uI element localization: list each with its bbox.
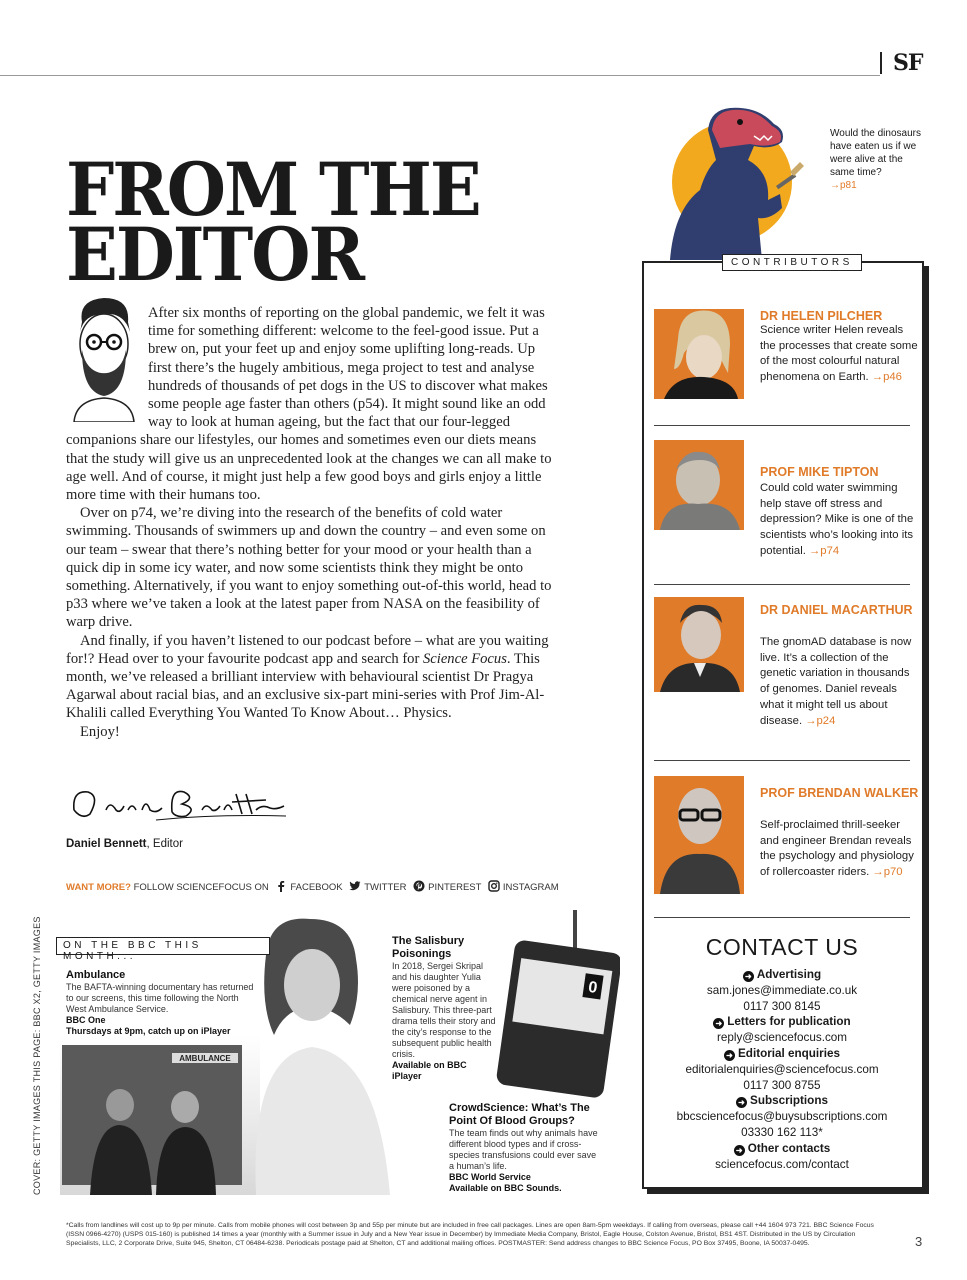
- programme-schedule: Available on BBC Sounds.: [449, 1183, 562, 1193]
- page-number: 3: [915, 1234, 923, 1249]
- contributor-photo: [654, 309, 744, 399]
- contributor-page-ref[interactable]: →p74: [809, 544, 840, 557]
- pinterest-link[interactable]: PINTEREST: [428, 882, 482, 893]
- ambulance-sign: AMBULANCE: [179, 1054, 231, 1063]
- contact-phone[interactable]: 0117 300 8755: [743, 1078, 821, 1092]
- contact-phone[interactable]: 0117 300 8145: [743, 999, 821, 1013]
- contributor-divider: [654, 917, 910, 918]
- contributor-photo: [654, 776, 744, 894]
- contributor-page-ref[interactable]: →p46: [871, 371, 902, 384]
- programme-title: The Salisbury Poisonings: [392, 935, 465, 960]
- contributor-page-ref[interactable]: →p70: [872, 866, 903, 879]
- contact-section: ➜ Subscriptions bbcsciencefocus@buysubscriptions.com 03330 162 113*: [654, 1093, 910, 1140]
- contributor-description: The gnomAD database is now live. It’s a collection of the genetic variation in thousands of genomes. Daniel reveals what it might tell us about disease. →p24: [760, 636, 912, 727]
- editorial-paragraph-4: Enjoy!: [80, 723, 120, 740]
- contact-section: ➜ Advertising sam.jones@immediate.co.uk 0117 300 8145: [654, 967, 910, 1014]
- contact-list: [654, 967, 910, 1172]
- page-title-line-2: EDITOR: [66, 212, 363, 299]
- programme-schedule: Thursdays at 9pm, catch up on iPlayer: [66, 1026, 231, 1036]
- programme-description: In 2018, Sergei Skripal and his daughter Yulia were poisoned by a chemical nerve agent in Salisbury. This three-part drama tells their story and the city’s response to the subsequent public health crisis.: [392, 961, 496, 1059]
- magazine-name: Science Focus: [423, 650, 507, 667]
- dinosaur-teaser-page-ref[interactable]: →p81: [830, 180, 857, 191]
- blood-type-label: 0: [587, 978, 599, 997]
- pinterest-icon[interactable]: [413, 880, 425, 892]
- contributor-page-ref[interactable]: →p24: [805, 714, 836, 727]
- contributor-description: Could cold water swimming help stave off stress and depression? Mike is one of the scientists who’s looking into its potential. →p74: [760, 482, 914, 557]
- bbc-section-heading: ON THE BBC THIS MONTH...: [56, 937, 270, 955]
- contributor-divider: [654, 425, 910, 426]
- editor-signature: [66, 780, 296, 828]
- programme-description: The team finds out why animals have different blood types and if cross-species transfusions could ever save a human’s life.: [449, 1128, 598, 1171]
- contact-section: ➜ Other contacts sciencefocus.com/contact: [654, 1141, 910, 1173]
- contributor-photo: [654, 440, 744, 530]
- editorial-paragraph-2: Over on p74, we’re diving into the research of the benefits of cold water swimming. Thousands of swimmers up and down the country – and even some on our team – swear that there’s nothing better for your mood or your health than a quick dip in some icy water, and now some scientists think they might be onto something. Alternatively, if you want to enjoy something out-of-this world, head to p33 where we’ve taken a look at the latest paper from NASA on the feasibility of warp drive.: [66, 505, 552, 631]
- contact-phone[interactable]: 03330 162 113*: [741, 1125, 823, 1139]
- contributor-name: PROF MIKE TIPTON: [760, 465, 879, 479]
- programme-ambulance: [66, 969, 256, 1037]
- contributors-heading: CONTRIBUTORS: [722, 254, 862, 271]
- programme-channel: BBC World Service: [449, 1172, 531, 1182]
- programme-description: The BAFTA-winning documentary has returned to our screens, this time following the North West Ambulance Service.: [66, 982, 254, 1014]
- contributor-photo: [654, 597, 744, 692]
- contributor-name: DR HELEN PILCHER: [760, 309, 883, 323]
- instagram-link[interactable]: INSTAGRAM: [502, 882, 559, 893]
- brand-name: SCIENCEFOCUS: [176, 882, 252, 893]
- facebook-icon[interactable]: [275, 880, 287, 892]
- contact-email[interactable]: sam.jones@immediate.co.uk: [706, 983, 858, 997]
- contributor-divider: [654, 584, 910, 585]
- dinosaur-teaser[interactable]: [830, 127, 930, 192]
- contributor-name: PROF BRENDAN WALKER: [760, 786, 919, 800]
- editorial-paragraph-3: And finally, if you haven’t listened to our podcast before – what are you waiting for!? Head over to your favourite podcast app and search for Science Focus. This month, we’ve released a brilliant interview with behavioural scientist Dr Pragya Agarwal about racial bias, and an exclusive six-part mini-series with Prof Jim-Al-Khalili called Everything You Wanted To Know About… Physics.: [66, 632, 549, 722]
- page-title-line-1: FROM THE: [66, 147, 480, 234]
- logo-divider: [880, 52, 882, 74]
- programme-salisbury: [392, 935, 496, 1082]
- programme-channel: BBC One: [66, 1015, 106, 1025]
- contact-url[interactable]: sciencefocus.com/contact: [715, 1157, 849, 1171]
- contact-email[interactable]: reply@sciencefocus.com: [716, 1031, 848, 1045]
- dinosaur-illustration: [650, 90, 830, 260]
- programme-title: Ambulance: [66, 969, 126, 981]
- twitter-icon[interactable]: [349, 880, 361, 892]
- contact-email[interactable]: bbcsciencefocus@buysubscriptions.com: [676, 1110, 888, 1124]
- image-credit: COVER: GETTY IMAGES THIS PAGE: BBC X2, GETTY IMAGES: [32, 916, 42, 1195]
- legal-footnote: *Calls from landlines will cost up to 9p per minute. Calls from mobile phones will cost between 3p and 55p per minute but are included in free call packages. Lines are open 8am-5pm weekdays. If calling from overseas, please call +44 1604 973 721. BBC Science Focus (ISSN 0966-4270) (USPS 015-160) is published 14 times a year (monthly with a Summer issue in July and a New Year issue in December) by Immediate Media Company, Bristol, Eagle House, Colston Avenue, Bristol, BS1 4ST. Distributed in the US by Circulation Specialists, LLC, 2 Corporate Drive, Suite 945, Shelton, CT 06484-6238. Periodicals postage paid at Shelton, CT and additional mailing offices. POSTMASTER: Send address changes to BBC Science Focus, PO Box 37495, Boone, IA 50037-0495.: [66, 1222, 874, 1247]
- instagram-icon[interactable]: [488, 880, 500, 892]
- arrow-right-icon: ➜: [734, 1145, 745, 1156]
- editorial-paragraph-1: After six months of reporting on the global pandemic, we felt it was time for something different: welcome to the feel-good issue. Put a brew on, put your feet up and enjoy some uplifting long-reads. Up first there’s the hugely ambitious, mega project to test and analyse hundreds of thousands of pet dogs in the US to discover what makes some people age faster than others (p54). It might sound like an odd way to look at human ageing, but the fact that our four-legged companions share our lifestyles, our homes and sometimes even our diets means that the study will give us an unprecedented look at the changes we can all make to age well. And of course, it might just help a few good boys and girls enjoy a little more time with their humans too.: [66, 305, 552, 504]
- contributor-description: Self-proclaimed thrill-seeker and engineer Brendan reveals the psychology and physiology of rollercoaster riders. →p70: [760, 819, 914, 879]
- editor-name: Daniel Bennett, Editor: [66, 838, 183, 850]
- sf-logo: SF: [893, 50, 923, 76]
- contributor-divider: [654, 760, 910, 761]
- editorial-body: [66, 304, 556, 741]
- contact-heading: CONTACT US: [705, 934, 859, 960]
- contact-section: ➜ Editorial enquiries editorialenquiries@sciencefocus.com 0117 300 8755: [654, 1046, 910, 1093]
- arrow-right-icon: ➜: [736, 1097, 747, 1108]
- want-more-label: WANT MORE?: [66, 882, 131, 893]
- twitter-link[interactable]: TWITTER: [364, 882, 407, 893]
- page-title: [66, 147, 480, 299]
- blood-bag-photo: [495, 910, 620, 1100]
- contributor-description: Science writer Helen reveals the processes that create some of the most colourful natural phenomena on Earth. →p46: [760, 324, 918, 384]
- contact-email[interactable]: editorialenquiries@sciencefocus.com: [685, 1062, 879, 1076]
- arrow-right-icon: ➜: [713, 1018, 724, 1029]
- programme-title: CrowdScience: What’s The Point Of Blood Groups?: [449, 1102, 590, 1127]
- social-links: WANT MORE? FOLLOW SCIENCEFOCUS ON FACEBOOK TWITTER PINTEREST INSTAGRAM: [66, 882, 559, 893]
- contact-section: ➜ Letters for publication reply@sciencefocus.com: [654, 1014, 910, 1046]
- programme-crowdscience: [449, 1102, 599, 1194]
- arrow-right-icon: ➜: [724, 1050, 735, 1061]
- contributor-name: DR DANIEL MACARTHUR: [760, 603, 913, 617]
- dinosaur-teaser-text: Would the dinosaurs have eaten us if we were alive at the same time?: [830, 128, 921, 178]
- facebook-link[interactable]: FACEBOOK: [290, 882, 343, 893]
- arrow-right-icon: ➜: [743, 971, 754, 982]
- programme-schedule: Available on BBC iPlayer: [392, 1060, 467, 1081]
- header-rule: [0, 75, 880, 76]
